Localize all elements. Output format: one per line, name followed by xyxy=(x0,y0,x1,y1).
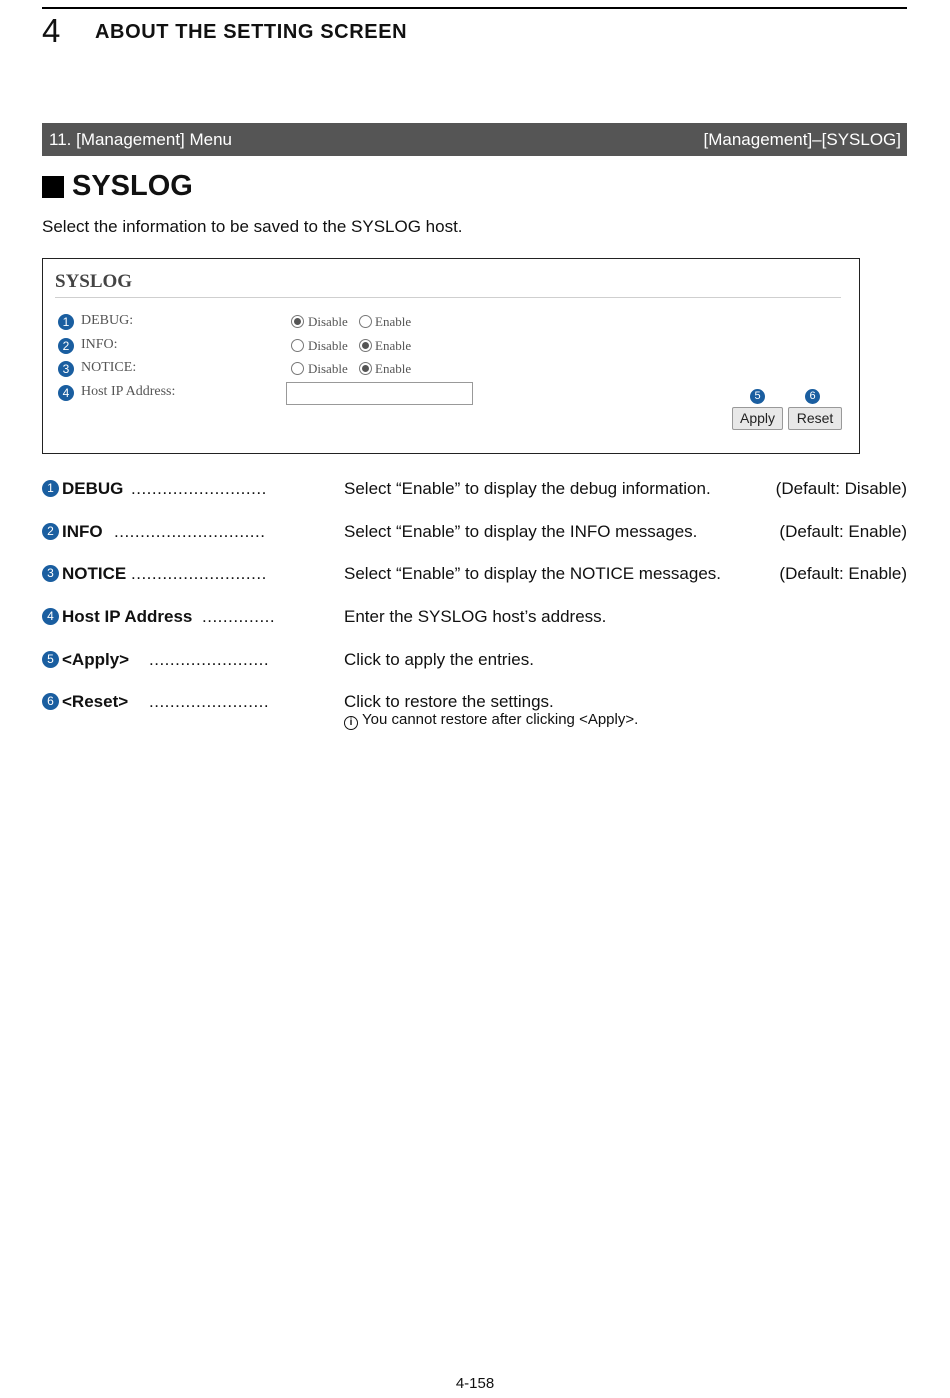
notice-enable-label: Enable xyxy=(375,361,412,376)
item-note-text: You cannot restore after clicking <Apply>. xyxy=(362,711,639,728)
apply-button[interactable]: Apply xyxy=(732,407,783,430)
notice-disable-radio[interactable] xyxy=(291,362,304,375)
section-title: SYSLOG xyxy=(72,170,193,202)
item-leader-dots: ....................... xyxy=(149,692,270,711)
menu-bar-left: 11. [Management] Menu xyxy=(49,130,233,149)
panel-divider xyxy=(55,297,841,298)
item-name: DEBUG xyxy=(62,479,124,498)
debug-label: DEBUG: xyxy=(81,313,134,328)
callout-3-icon: 3 xyxy=(42,565,59,582)
callout-1-icon: 1 xyxy=(42,480,59,497)
item-description: Click to restore the settings. xyxy=(344,692,554,711)
debug-disable-label: Disable xyxy=(308,314,348,329)
info-enable-radio[interactable] xyxy=(359,339,372,352)
notice-disable-label: Disable xyxy=(308,361,348,376)
debug-enable-radio[interactable] xyxy=(359,315,372,328)
list-item-info xyxy=(42,521,907,545)
chapter-number: 4 xyxy=(42,12,61,49)
list-item-host-ip xyxy=(42,606,907,630)
info-disable-radio[interactable] xyxy=(291,339,304,352)
list-item-debug xyxy=(42,478,907,502)
notice-label: NOTICE: xyxy=(81,360,137,375)
item-description: Select “Enable” to display the debug information. xyxy=(344,479,711,498)
callout-6-icon: 6 xyxy=(42,693,59,710)
item-description: Select “Enable” to display the INFO messages. xyxy=(344,522,698,541)
item-default: (Default: Disable) xyxy=(775,479,907,498)
notice-enable-radio[interactable] xyxy=(359,362,372,375)
item-name: NOTICE xyxy=(62,564,127,583)
item-description: Select “Enable” to display the NOTICE messages. xyxy=(344,564,721,583)
chapter-title: ABOUT THE SETTING SCREEN xyxy=(95,21,408,43)
list-item-notice xyxy=(42,563,907,587)
debug-enable-label: Enable xyxy=(375,314,412,329)
debug-disable-radio[interactable] xyxy=(291,315,304,328)
section-intro: Select the information to be saved to the SYSLOG host. xyxy=(42,217,463,236)
panel-title: SYSLOG xyxy=(55,271,133,292)
item-description: Enter the SYSLOG host’s address. xyxy=(344,607,607,626)
debug-row xyxy=(43,312,859,334)
square-bullet-icon xyxy=(42,176,64,198)
callout-3-icon: 3 xyxy=(58,361,74,377)
info-row xyxy=(43,336,859,358)
callout-2-icon: 2 xyxy=(42,523,59,540)
info-disable-label: Disable xyxy=(308,338,348,353)
callout-4-icon: 4 xyxy=(42,608,59,625)
item-description: Click to apply the entries. xyxy=(344,650,534,669)
reset-button[interactable]: Reset xyxy=(788,407,842,430)
item-leader-dots: ....................... xyxy=(149,650,270,669)
item-note xyxy=(344,711,638,730)
list-item-apply xyxy=(42,649,907,673)
callout-4-icon: 4 xyxy=(58,385,74,401)
syslog-settings-panel xyxy=(42,258,860,454)
callout-5-icon: 5 xyxy=(42,651,59,668)
info-icon: i xyxy=(344,716,358,730)
item-leader-dots: .............. xyxy=(202,607,276,626)
page-number: 4-158 xyxy=(455,1375,495,1392)
list-item-reset xyxy=(42,691,907,735)
item-leader-dots: ............................. xyxy=(114,522,266,541)
notice-row xyxy=(43,359,859,381)
menu-bar-breadcrumb: [Management]–[SYSLOG] xyxy=(703,130,901,149)
item-name: <Reset> xyxy=(62,692,129,711)
item-leader-dots: .......................... xyxy=(131,479,267,498)
item-default: (Default: Enable) xyxy=(779,522,907,541)
host-ip-input[interactable] xyxy=(286,382,473,405)
top-rule xyxy=(42,7,907,9)
info-label: INFO: xyxy=(81,337,118,352)
item-default: (Default: Enable) xyxy=(779,564,907,583)
callout-1-icon: 1 xyxy=(58,314,74,330)
callout-6-icon: 6 xyxy=(805,389,820,404)
item-name: <Apply> xyxy=(62,650,130,669)
item-name: Host IP Address xyxy=(62,607,193,626)
item-leader-dots: .......................... xyxy=(131,564,267,583)
callout-5-icon: 5 xyxy=(750,389,765,404)
host-ip-label: Host IP Address: xyxy=(81,384,176,399)
item-name: INFO xyxy=(62,522,103,541)
callout-2-icon: 2 xyxy=(58,338,74,354)
menu-bar xyxy=(42,123,907,156)
info-enable-label: Enable xyxy=(375,338,412,353)
